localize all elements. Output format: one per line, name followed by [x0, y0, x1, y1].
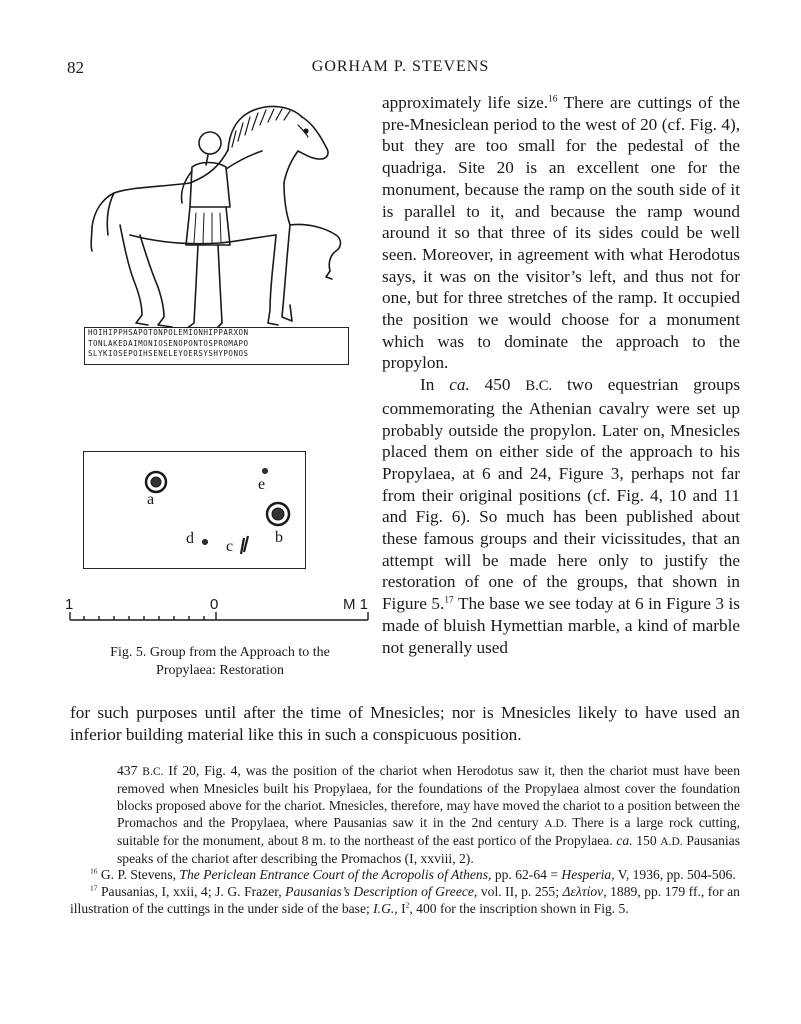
inscription-line: TONLAKEDAIMONIOSENOPONTOSPROMAPO	[88, 338, 249, 348]
page-number: 82	[67, 58, 84, 77]
paragraph-continuation: for such purposes until after the time of Mnesicles; nor is Mnesicles likely to have used an inferior building material like this in such a conspicuous position.	[70, 703, 740, 744]
footnote-ref-17: 17	[444, 595, 454, 606]
plan-label-b: b	[275, 529, 283, 546]
paragraph-1: approximately life size.$^{16}$ There are cuttings of the pre-Mnesiclean period to the west of 20 (cf. Fig. 4), but they are too small for the pedestal of the quadriga. Site 20 is an excellent one for the monument, because the ramp on the south side of it is parallel to it, and because the ramp wound around it so that three of its sides could be well seen. Moreover, in agreement with what Herodotus says, it was on the visitor’s left, and thus not for one, but for three stretches of the ramp. It occupied the position we would choose for a monument which was to dominate the approach to the propylon.	[382, 93, 740, 373]
scale-label-right: M 1	[343, 596, 369, 613]
paragraph-2: In ca. 450 B.C. two equestrian groups commemorating the Athenian cavalry were set up probably outside the propylon. Later on, Mnesicles placed them on either side of the approach to his Propylaea, at 6 and 24, Figure 3, perhaps not far from their original positions (cf. Fig. 4, 10 and 11 and Fig. 6). So much has been published about these famous groups and their vicissitudes, that an attempt will be made here only to justify the restoration of one of the groups, that shown in Figure 5.17 The base we see today at 6 in Figure 3 is made of bluish Hymettian marble, a kind of marble not generally used	[382, 375, 741, 657]
caption-line-2: Propylaea: Restoration	[156, 663, 284, 678]
footnote-17: $^{17}$ Pausanias, I, xxii, 4; J. G. Frazer, Pausanias’s Description of Greece, vol. II, p. 255; Δελτίον, 1889, pp. 179 ff., for an illustration of the cuttings in the under side of the base; I.G., $I^2$, 400 for the inscription shown in Fig. 5.	[70, 883, 740, 917]
cuttings-plan-drawing	[84, 452, 304, 567]
footnotes	[70, 763, 740, 918]
footnote-continuation: 437 B.C. If 20, Fig. 4, was the position of the chariot when Herodotus saw it, then the chariot must have been removed when Mnesicles built his Propylaea, for the foundations of the Propylaea almost cover the foundation blocks proposed above for the chariot. Mnesicles, therefore, may have moved the chariot to a position between the Promachos and the Propylaea, where Pausanias saw it in the 2nd century A.D. There is a large rock cutting, suitable for the monument, about 8 m. to the northeast of the east portico of the Propylaea. ca. 150 A.D. Pausanias speaks of the chariot after describing the Promachos (I, xxviii, 2).	[117, 763, 741, 866]
full-width-text	[70, 702, 740, 745]
horse-figure-drawing	[80, 95, 355, 335]
plan-label-c: c	[226, 538, 234, 555]
scale-label-left: 1	[65, 596, 74, 613]
plan-label-d: d	[186, 530, 194, 547]
inscription-line: HOIHIPPHSAPOTONPOLEMIONHIPPARXON	[88, 328, 249, 337]
caption-line-1: Fig. 5. Group from the Approach to the	[110, 645, 330, 660]
inscription-line: SLYKIOSEPOIHSENELEYOERSYSHYPONOS	[88, 349, 249, 358]
footnote-ref-16: 16	[548, 94, 558, 105]
figure-caption	[70, 644, 370, 680]
right-column-text	[382, 92, 740, 658]
scale-label-zero: 0	[210, 596, 219, 613]
scale-bar	[64, 598, 374, 628]
plan-label-e: e	[258, 476, 266, 493]
plan-label-a: a	[147, 491, 155, 508]
running-title: GORHAM P. STEVENS	[311, 58, 490, 75]
footnote-16: $^{16}$ G. P. Stevens, The Periclean Entrance Court of the Acropolis of Athens, pp. 62-64 = Hesperia, V, 1936, pp. 504-506.	[90, 866, 736, 883]
inscription-panel	[84, 327, 349, 365]
cuttings-plan	[83, 451, 306, 569]
